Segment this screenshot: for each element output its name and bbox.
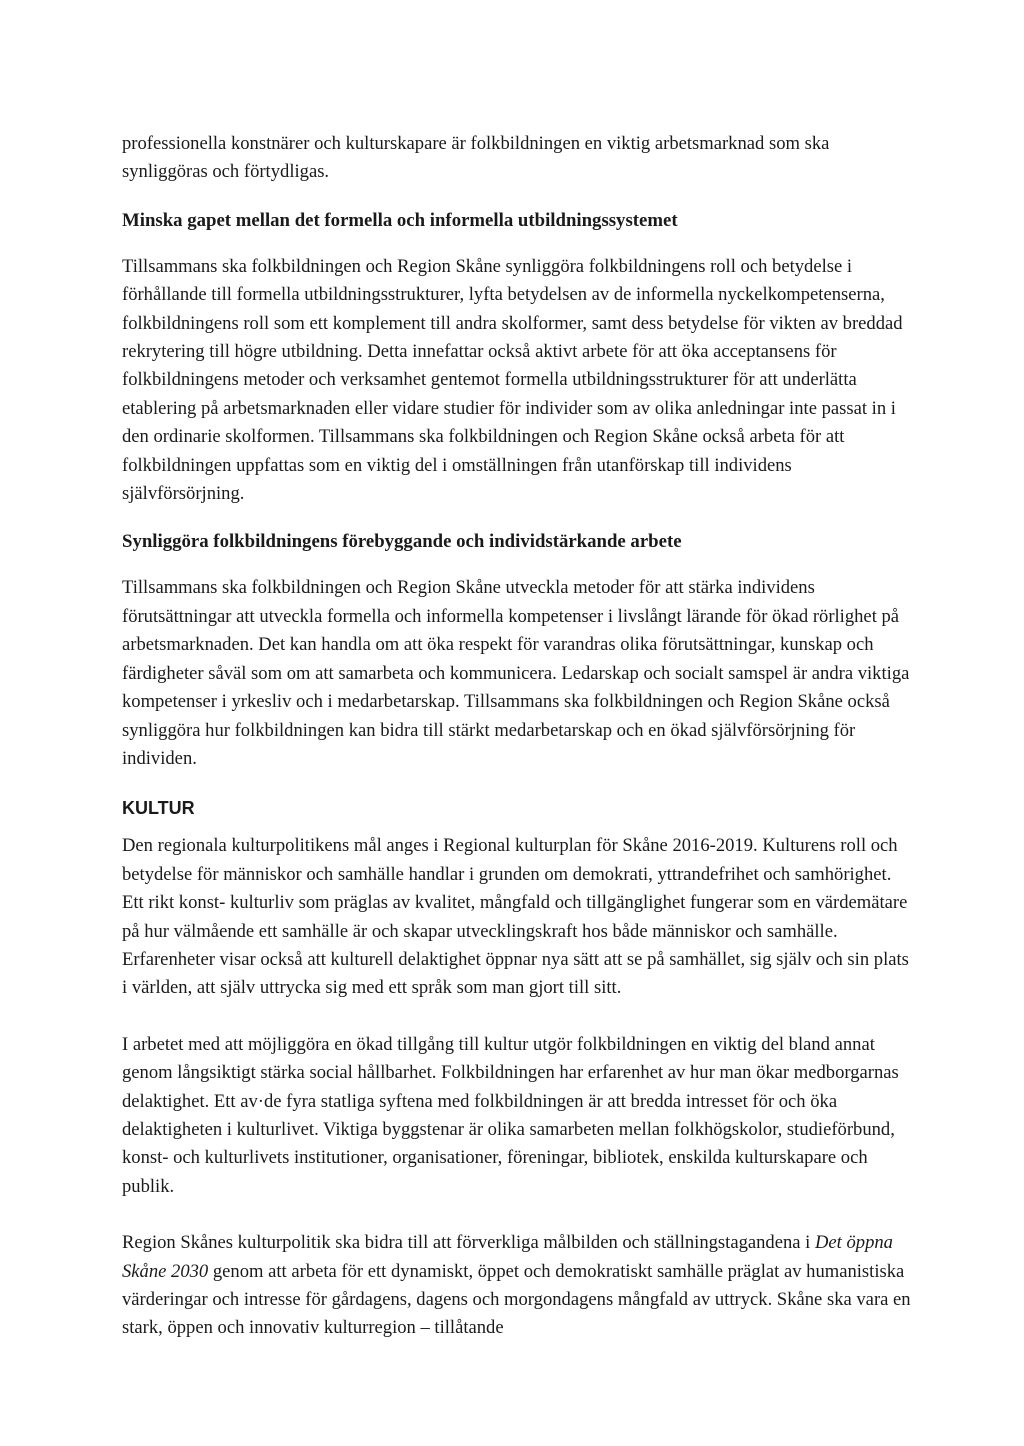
section-paragraph-utbildningssystemet: Tillsammans ska folkbildningen och Region Skåne synliggöra folkbildningens roll och betydelse i förhållande till formella utbildningsstrukturer, lyfta betydelsen av de informella nyckelkompetenserna, folkbildningens roll som ett komplement till andra skolformer, samt dess betydelse för vikten av breddad rekrytering till högre utbildning. Detta innefattar också aktivt arbete för att öka acceptansens för folkbildningens metoder och verksamhet gentemot formella utbildningsstrukturer för att underlätta etablering på arbetsmarknaden eller vidare studier för individer som av olika anledningar inte passat in i den ordinarie skolformen. Tillsammans ska folkbildningen och Region Skåne också arbeta för att folkbildningen uppfattas som en viktig del i omställningen från utanförskap till individens självförsörjning. bbox=[122, 255, 903, 505]
kultur-paragraph-3-text-before: Region Skånes kulturpolitik ska bidra till att förverkliga målbilden och ställningstagandena i bbox=[122, 1232, 815, 1254]
kultur-heading: KULTUR bbox=[122, 798, 195, 819]
kultur-paragraph-1: Den regionala kulturpolitikens mål anges i Regional kulturplan för Skåne 2016-2019. Kulturens roll och betydelse för människor och samhälle handlar i grunden om demokrati, yttrandefrihet och samhörighet. Ett rikt konst- kulturliv som präglas av kvalitet, mångfald och tillgänglighet fungerar som en värdemätare på hur välmående ett samhälle är och skapar utvecklingskraft hos både människor och samhälle. Erfarenheter visar också att kulturell delaktighet öppnar nya sätt att se på samhället, sig själv och sin plats i världen, att själv uttrycka sig med ett språk som man gjort till sitt. bbox=[122, 835, 909, 999]
section-heading-utbildningssystemet: Minska gapet mellan det formella och informella utbildningssystemet bbox=[122, 209, 678, 231]
kultur-paragraph-2: I arbetet med att möjliggöra en ökad tillgång till kultur utgör folkbildningen en viktig del bland annat genom långsiktigt stärka social hållbarhet. Folkbildningen har erfarenhet av hur man ökar medborgarnas delaktighet. Ett av·de fyra statliga syftena med folkbildningen är att bredda intresset för och öka delaktigheten i kulturlivet. Viktiga byggstenar är olika samarbeten mellan folkhögskolor, studieförbund, konst- och kulturlivets institutioner, organisationer, föreningar, bibliotek, enskilda kulturskapare och publik. bbox=[122, 1033, 899, 1197]
kultur-paragraph-3 bbox=[122, 1229, 912, 1343]
section-heading-individstarkande: Synliggöra folkbildningens förebyggande och individstärkande arbete bbox=[122, 531, 682, 553]
kultur-paragraph-3-text-after: genom att arbeta för ett dynamiskt, öppet och demokratiskt samhälle präglat av humanistiska värderingar och intresse för gårdagens, dagens och morgondagens mångfald av uttryck. Skåne ska vara en stark, öppen och innovativ kulturregion – tillåtande bbox=[122, 1260, 911, 1339]
document-title-reference: Det öppna Skåne 2030 bbox=[122, 1232, 893, 1282]
intro-paragraph: professionella konstnärer och kulturskapare är folkbildningen en viktig arbetsmarknad som ska synliggöras och förtydligas. bbox=[122, 133, 830, 183]
section-paragraph-individstarkande: Tillsammans ska folkbildningen och Region Skåne utveckla metoder för att stärka individens förutsättningar att utveckla formella och informella kompetenser i livslångt lärande för ökad rörlighet på arbetsmarknaden. Det kan handla om att öka respekt för varandras olika förutsättningar, kunskap och färdigheter såväl som om att samarbeta och kommunicera. Ledarskap och socialt samspel är andra viktiga kompetenser i yrkesliv och i medarbetarskap. Tillsammans ska folkbildningen och Region Skåne också synliggöra hur folkbildningen kan bidra till stärkt medarbetarskap och en ökad självförsörjning för individen. bbox=[122, 577, 910, 769]
document-page bbox=[122, 130, 912, 1343]
